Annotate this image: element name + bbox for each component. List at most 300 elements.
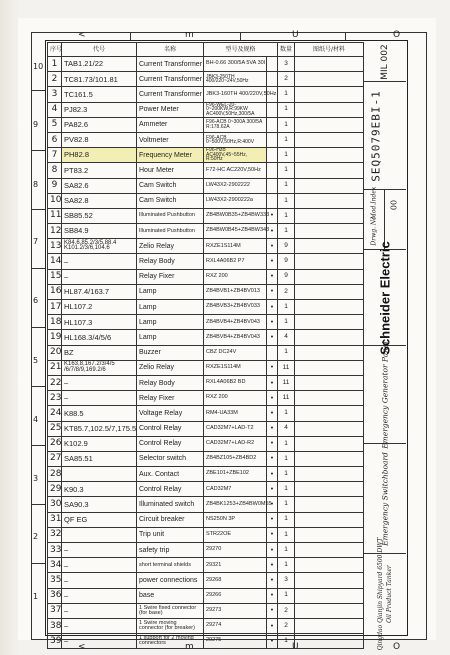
- item-name: power connections: [137, 573, 204, 588]
- item-code: –: [62, 543, 137, 558]
- item-quantity: 1: [278, 482, 295, 497]
- row-mark: 10: [33, 62, 44, 71]
- item-number: 38: [48, 618, 62, 633]
- item-spec: RXZE1S114M: [204, 360, 267, 375]
- item-quantity: 1: [278, 543, 295, 558]
- item-remark: [295, 375, 364, 390]
- panel-cell: [363, 340, 406, 449]
- item-number: 25: [48, 421, 62, 436]
- item-number: 13: [48, 239, 62, 254]
- item-remark: [295, 618, 364, 633]
- item-quantity: 1: [278, 132, 295, 147]
- item-marker: •: [267, 224, 278, 239]
- item-name: Illuminated Pushbutton: [137, 224, 204, 239]
- table-row: [48, 391, 364, 406]
- item-name: Relay Fixer: [137, 269, 204, 284]
- item-name: Control Relay: [137, 436, 204, 451]
- item-remark: [295, 193, 364, 208]
- item-code: SA82.6: [62, 178, 137, 193]
- item-code: HL168.3/4/5/6: [62, 330, 137, 345]
- item-marker: •: [267, 634, 278, 649]
- item-marker: •: [267, 239, 278, 254]
- table-row: [48, 208, 364, 223]
- table-row: [48, 254, 364, 269]
- item-remark: [295, 588, 364, 603]
- item-remark: [295, 132, 364, 147]
- item-marker: [267, 193, 278, 208]
- item-remark: [295, 208, 364, 223]
- item-code: PV82.8: [62, 132, 137, 147]
- item-remark: [295, 330, 364, 345]
- item-spec: JBK3-160TH 400/220V,50Hz: [204, 87, 267, 102]
- table-row: [48, 451, 364, 466]
- item-name: Zelio Relay: [137, 360, 204, 375]
- column-mark-a-bottom: <: [78, 642, 86, 652]
- table-row: [48, 467, 364, 482]
- row-mark: 5: [33, 356, 39, 365]
- item-name: Cam Switch: [137, 193, 204, 208]
- item-quantity: 3: [278, 573, 295, 588]
- item-remark: [295, 254, 364, 269]
- item-marker: •: [267, 254, 278, 269]
- item-spec: ZB4BVB1+ZB4BV013: [204, 284, 267, 299]
- item-name: Cam Switch: [137, 178, 204, 193]
- item-number: 1: [48, 57, 62, 72]
- panel-title: Emergency Generator Panel: [380, 340, 389, 449]
- table-row: [48, 117, 364, 132]
- row-tick: [31, 209, 45, 210]
- item-marker: •: [267, 543, 278, 558]
- scan-edge-shadow: [0, 0, 20, 655]
- doc-code-cell: [363, 42, 406, 82]
- item-name: Relay Fixer: [137, 391, 204, 406]
- item-number: 27: [48, 451, 62, 466]
- item-spec: ZB4BW0B45+ZB4BW343: [204, 224, 267, 239]
- item-number: 6: [48, 132, 62, 147]
- item-code: –: [62, 634, 137, 649]
- item-quantity: 1: [278, 451, 295, 466]
- table-row: [48, 193, 364, 208]
- item-remark: [295, 87, 364, 102]
- column-mark-d-top: O: [393, 30, 401, 40]
- item-quantity: 1: [278, 512, 295, 527]
- item-spec: F96-WEL-20-0~200KW,R:99KW AC400V,50Hz,300/5A: [204, 102, 267, 117]
- row-tick: [31, 445, 45, 446]
- table-row: [48, 634, 364, 649]
- column-tick: [130, 32, 131, 40]
- item-remark: [295, 239, 364, 254]
- table-row: [48, 360, 364, 375]
- table-row: [48, 406, 364, 421]
- item-code: HL107.2: [62, 300, 137, 315]
- item-spec: ZB4BVB3+ZB4BV033: [204, 300, 267, 315]
- item-marker: •: [267, 527, 278, 542]
- item-number: 29: [48, 482, 62, 497]
- item-number: 24: [48, 406, 62, 421]
- item-quantity: 1: [278, 148, 295, 163]
- item-quantity: 1: [278, 117, 295, 132]
- item-remark: [295, 391, 364, 406]
- item-remark: [295, 163, 364, 178]
- table-row: [48, 588, 364, 603]
- item-quantity: 2: [278, 284, 295, 299]
- item-marker: •: [267, 208, 278, 223]
- column-mark-a-top: <: [78, 30, 86, 40]
- column-mark-b-bottom: m: [185, 642, 194, 652]
- item-code: PH82.8: [62, 148, 137, 163]
- item-spec: ZBE101+ZBE102: [204, 467, 267, 482]
- item-quantity: 1: [278, 406, 295, 421]
- item-marker: •: [267, 436, 278, 451]
- table-row: [48, 148, 364, 163]
- item-spec: 29270: [204, 543, 267, 558]
- item-marker: •: [267, 315, 278, 330]
- item-remark: [295, 72, 364, 87]
- item-name: Voltmeter: [137, 132, 204, 147]
- item-name: 1 Swire fixed connector (for base): [137, 603, 204, 618]
- header-remark: 图纸号/材料: [295, 43, 364, 57]
- table-header-row: [48, 43, 364, 57]
- row-mark: 3: [33, 474, 39, 483]
- item-quantity: 1: [278, 178, 295, 193]
- item-number: 26: [48, 436, 62, 451]
- item-remark: [295, 527, 364, 542]
- table-row: [48, 72, 364, 87]
- item-number: 15: [48, 269, 62, 284]
- item-spec: RXZ 200: [204, 391, 267, 406]
- item-code: HL87.4/163.7: [62, 284, 137, 299]
- item-name: 1 support for 2 moving connectors: [137, 634, 204, 649]
- item-name: Illuminated switch: [137, 497, 204, 512]
- table-row: [48, 269, 364, 284]
- row-mark: 4: [33, 415, 39, 424]
- item-name: Lamp: [137, 300, 204, 315]
- item-spec: ZB4BK1253+ZB4BW0M55: [204, 497, 267, 512]
- item-quantity: 1: [278, 634, 295, 649]
- table-row: [48, 284, 364, 299]
- item-name: Relay Body: [137, 375, 204, 390]
- mod-index-label: Mod.Index: [370, 186, 378, 220]
- item-name: Voltage Relay: [137, 406, 204, 421]
- item-name: Current Transformer: [137, 87, 204, 102]
- item-remark: [295, 497, 364, 512]
- item-quantity: 1: [278, 527, 295, 542]
- item-name: short terminal shields: [137, 558, 204, 573]
- item-marker: •: [267, 618, 278, 633]
- item-number: 20: [48, 345, 62, 360]
- item-code: [62, 467, 137, 482]
- item-marker: •: [267, 375, 278, 390]
- item-marker: •: [267, 421, 278, 436]
- item-remark: [295, 634, 364, 649]
- item-quantity: 1: [278, 588, 295, 603]
- item-code: –: [62, 269, 137, 284]
- item-marker: [267, 148, 278, 163]
- item-marker: •: [267, 391, 278, 406]
- row-tick: [31, 563, 45, 564]
- item-remark: [295, 224, 364, 239]
- column-mark-d-bottom: O: [393, 642, 401, 652]
- table-row: [48, 482, 364, 497]
- item-number: 8: [48, 163, 62, 178]
- item-code: K88.5: [62, 406, 137, 421]
- item-number: 18: [48, 315, 62, 330]
- item-spec: RM4-UA33M: [204, 406, 267, 421]
- item-remark: [295, 573, 364, 588]
- item-spec: LW43X2-2900222a: [204, 193, 267, 208]
- item-number: 32: [48, 527, 62, 542]
- item-code: –: [62, 254, 137, 269]
- item-marker: •: [267, 603, 278, 618]
- item-spec: F96-ACB 0~300A 300/5A R:178.62A: [204, 117, 267, 132]
- row-tick: [31, 504, 45, 505]
- item-marker: •: [267, 360, 278, 375]
- item-name: Lamp: [137, 315, 204, 330]
- item-remark: [295, 558, 364, 573]
- item-quantity: 2: [278, 72, 295, 87]
- item-name: Power Meter: [137, 102, 204, 117]
- item-name: Buzzer: [137, 345, 204, 360]
- item-quantity: 1: [278, 87, 295, 102]
- item-remark: [295, 148, 364, 163]
- item-number: 33: [48, 543, 62, 558]
- item-spec: LW43X2-2902222: [204, 178, 267, 193]
- ref-code-cell: [363, 82, 406, 190]
- item-number: 35: [48, 573, 62, 588]
- item-number: 17: [48, 300, 62, 315]
- item-name: Frequency Meter: [137, 148, 204, 163]
- item-name: Relay Body: [137, 254, 204, 269]
- item-marker: •: [267, 284, 278, 299]
- item-spec: RXZ 200: [204, 269, 267, 284]
- item-code: –: [62, 573, 137, 588]
- item-marker: [267, 117, 278, 132]
- table-row: [48, 178, 364, 193]
- item-quantity: 4: [278, 330, 295, 345]
- item-name: Hour Meter: [137, 163, 204, 178]
- parts-list-table: [47, 42, 364, 649]
- item-code: –: [62, 391, 137, 406]
- item-remark: [295, 178, 364, 193]
- table-row: [48, 345, 364, 360]
- item-spec: F96-ACB 0~500V,50Hz,R:400V: [204, 132, 267, 147]
- item-quantity: 11: [278, 391, 295, 406]
- item-spec: ZB4BW0B35+ZB4BW333: [204, 208, 267, 223]
- table-row: [48, 87, 364, 102]
- item-remark: [295, 269, 364, 284]
- item-name: base: [137, 588, 204, 603]
- item-name: Illuminated Pushbutton: [137, 208, 204, 223]
- item-spec: BH-0.66 300/5A 5VA 30I: [204, 57, 267, 72]
- header-qty: 数量: [278, 43, 295, 57]
- item-quantity: 1: [278, 300, 295, 315]
- item-marker: •: [267, 512, 278, 527]
- item-quantity: 4: [278, 421, 295, 436]
- item-remark: [295, 436, 364, 451]
- item-number: 23: [48, 391, 62, 406]
- item-code: KT85.7,102.5/7,175.5: [62, 421, 137, 436]
- item-number: 37: [48, 603, 62, 618]
- item-marker: •: [267, 467, 278, 482]
- item-quantity: 1: [278, 436, 295, 451]
- item-marker: •: [267, 573, 278, 588]
- item-quantity: 11: [278, 375, 295, 390]
- item-quantity: 2: [278, 618, 295, 633]
- item-remark: [295, 345, 364, 360]
- item-marker: •: [267, 330, 278, 345]
- item-name: Trip unit: [137, 527, 204, 542]
- item-quantity: 1: [278, 224, 295, 239]
- item-code: TC81.73/101.81: [62, 72, 137, 87]
- item-code: K90.3: [62, 482, 137, 497]
- table-row: [48, 300, 364, 315]
- item-remark: [295, 421, 364, 436]
- item-spec: CAD32M7+LAD-T2: [204, 421, 267, 436]
- table-row: [48, 57, 364, 72]
- item-code: SB84.9: [62, 224, 137, 239]
- item-remark: [295, 482, 364, 497]
- item-remark: [295, 117, 364, 132]
- item-number: 16: [48, 284, 62, 299]
- row-mark: 1: [33, 592, 39, 601]
- item-code: TAB1.21/22: [62, 57, 137, 72]
- row-tick: [31, 90, 45, 91]
- row-mark: 8: [33, 180, 39, 189]
- ref-code: SEQ5079EBI-1: [369, 89, 383, 182]
- item-spec: CAD32M7+LAD-R2: [204, 436, 267, 451]
- item-code: PA82.6: [62, 117, 137, 132]
- item-code: SA90.3: [62, 497, 137, 512]
- table-row: [48, 512, 364, 527]
- board-title: Emergency Switchboard: [380, 451, 389, 546]
- item-quantity: 1: [278, 163, 295, 178]
- item-spec: F72-HC AC220V,50Hz: [204, 163, 267, 178]
- item-code: QF EG: [62, 512, 137, 527]
- column-tick: [240, 32, 241, 40]
- item-name: Control Relay: [137, 482, 204, 497]
- item-number: 34: [48, 558, 62, 573]
- item-quantity: 1: [278, 102, 295, 117]
- item-marker: [267, 345, 278, 360]
- item-marker: [267, 72, 278, 87]
- table-row: [48, 421, 364, 436]
- row-tick: [31, 150, 45, 151]
- item-code: –: [62, 603, 137, 618]
- project-cell: [363, 537, 406, 651]
- item-code: –: [62, 588, 137, 603]
- item-spec: RXL4A06B2 BD: [204, 375, 267, 390]
- item-name: Control Relay: [137, 421, 204, 436]
- item-code: BZ: [62, 345, 137, 360]
- item-marker: [267, 102, 278, 117]
- table-row: [48, 132, 364, 147]
- item-code: K84.6,85.2/3/5,88.4 K101.2/3/6,104.6: [62, 239, 137, 254]
- item-remark: [295, 57, 364, 72]
- item-code: –: [62, 375, 137, 390]
- item-spec: STR22OE: [204, 527, 267, 542]
- item-spec: ZB4BVB4+ZB4BV043: [204, 330, 267, 345]
- item-code: –: [62, 618, 137, 633]
- item-spec: 29321: [204, 558, 267, 573]
- item-marker: •: [267, 300, 278, 315]
- row-mark: 6: [33, 296, 39, 305]
- item-name: Ammeter: [137, 117, 204, 132]
- header-spec: 型号及规格: [204, 43, 278, 57]
- table-row: [48, 375, 364, 390]
- item-number: 28: [48, 467, 62, 482]
- item-code: K102.9: [62, 436, 137, 451]
- item-code: SA85.51: [62, 451, 137, 466]
- doc-code: MIL 002: [379, 43, 390, 80]
- item-quantity: 11: [278, 360, 295, 375]
- title-block-divider: [384, 190, 385, 249]
- item-name: Zelio Relay: [137, 239, 204, 254]
- table-row: [48, 603, 364, 618]
- item-number: 9: [48, 178, 62, 193]
- item-number: 4: [48, 102, 62, 117]
- item-marker: •: [267, 588, 278, 603]
- item-spec: CAD32M7: [204, 482, 267, 497]
- item-quantity: 1: [278, 315, 295, 330]
- brand-logo: Schneider Electric: [377, 240, 392, 355]
- item-number: 21: [48, 360, 62, 375]
- item-name: Lamp: [137, 284, 204, 299]
- item-marker: •: [267, 497, 278, 512]
- drawing-number-label: Drwg. No.: [370, 214, 378, 246]
- item-remark: [295, 315, 364, 330]
- item-number: 31: [48, 512, 62, 527]
- item-spec: F96-HzB AC400V,45~55Hz, R:50Hz: [204, 148, 267, 163]
- item-remark: [295, 406, 364, 421]
- item-remark: [295, 451, 364, 466]
- item-code: HL107.3: [62, 315, 137, 330]
- item-quantity: 2: [278, 603, 295, 618]
- table-row: [48, 558, 364, 573]
- item-quantity: 1: [278, 345, 295, 360]
- item-spec: ZB4BVB4+ZB4BV043: [204, 315, 267, 330]
- item-code: PT83.2: [62, 163, 137, 178]
- item-number: 10: [48, 193, 62, 208]
- row-tick: [31, 268, 45, 269]
- column-mark-c-bottom: U: [292, 642, 299, 652]
- item-number: 19: [48, 330, 62, 345]
- item-spec: 29266: [204, 588, 267, 603]
- item-code: SB85.52: [62, 208, 137, 223]
- item-spec: JBK3-250TH 400/220~24V,50Hz: [204, 72, 267, 87]
- item-number: 30: [48, 497, 62, 512]
- item-marker: [267, 57, 278, 72]
- item-name: Aux. Contact: [137, 467, 204, 482]
- row-mark: 2: [33, 532, 39, 541]
- item-marker: •: [267, 451, 278, 466]
- item-remark: [295, 543, 364, 558]
- item-name: Current Transformer: [137, 72, 204, 87]
- table-row: [48, 573, 364, 588]
- item-code: PJ82.3: [62, 102, 137, 117]
- table-row: [48, 527, 364, 542]
- item-code: K163,8,167.2/3/4/5 /6/7/8/9,169.2/6: [62, 360, 137, 375]
- table-row: [48, 497, 364, 512]
- item-quantity: 1: [278, 497, 295, 512]
- item-spec: 29273: [204, 603, 267, 618]
- item-number: 22: [48, 375, 62, 390]
- table-row: [48, 239, 364, 254]
- item-marker: [267, 178, 278, 193]
- table-row: [48, 543, 364, 558]
- item-spec: 29274: [204, 618, 267, 633]
- item-quantity: 9: [278, 254, 295, 269]
- item-number: 11: [48, 208, 62, 223]
